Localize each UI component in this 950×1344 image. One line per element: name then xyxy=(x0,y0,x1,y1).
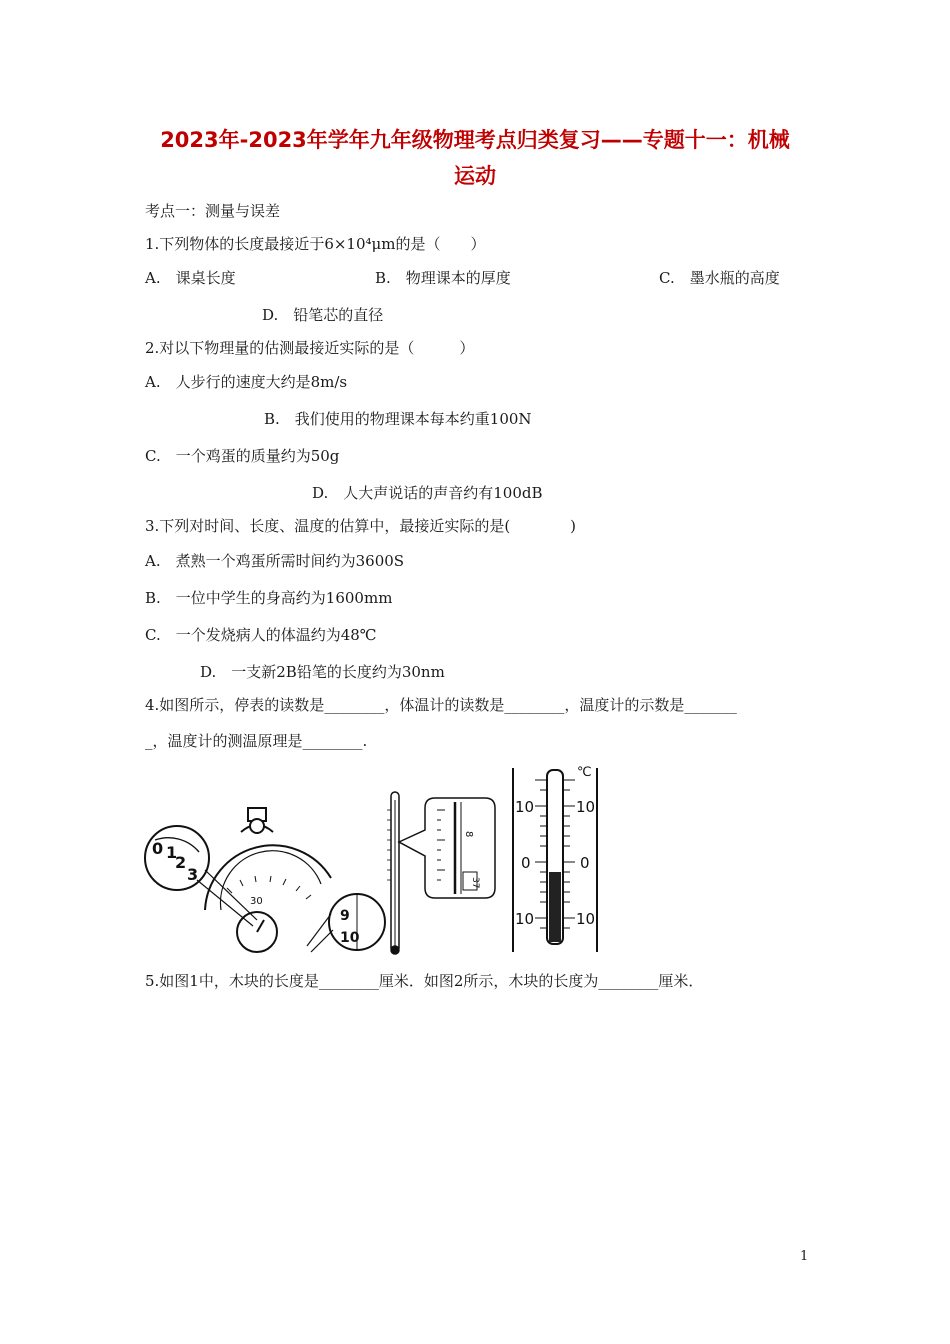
stopwatch-inner-digit-10: 10 xyxy=(340,930,360,946)
q1-option-a: A. 课桌长度 xyxy=(145,269,236,287)
stopwatch-digit-3: 3 xyxy=(187,865,199,884)
doc-title-line1: 2023年-2023年学年九年级物理考点归类复习——专题十一：机械 xyxy=(160,128,790,152)
thermometer-label-right-10-top: 10 xyxy=(576,798,596,816)
q1-option-d: D. 铅笔芯的直径 xyxy=(262,306,384,324)
stopwatch-inner-digit-9: 9 xyxy=(340,908,350,924)
callout-mark-8: 8 xyxy=(463,831,474,838)
q5-line1: 5.如图1中，木块的长度是________厘米．如图2所示，木块的长度为________厘米． xyxy=(145,972,704,990)
q2-option-b: B. 我们使用的物理课本每本约重100N xyxy=(264,410,532,428)
q4-line2: _，温度计的测温原理是________. xyxy=(145,732,368,750)
section-heading: 考点一：测量与误差 xyxy=(145,202,281,220)
doc-title-line2: 运动 xyxy=(454,164,496,188)
q2-option-a: A. 人步行的速度大约是8m/s xyxy=(145,373,348,391)
page-number: 1 xyxy=(800,1249,809,1264)
q4-line1: 4.如图所示，停表的读数是________，体温计的读数是________，温度计的示数是_______ xyxy=(145,696,737,714)
q3-option-c: C. 一个发烧病人的体温约为48℃ xyxy=(145,626,377,644)
q1-stem: 1.下列物体的长度最接近于6×10⁴μm的是（ ） xyxy=(145,235,486,253)
q1-option-c: C. 墨水瓶的高度 xyxy=(659,269,780,287)
clinical-thermometer xyxy=(391,792,399,954)
stopwatch xyxy=(205,808,331,952)
q2-option-c: C. 一个鸡蛋的质量约为50g xyxy=(145,447,340,465)
q4-figure xyxy=(135,760,615,960)
callout-reading: 37 xyxy=(470,877,480,889)
stopwatch-digit-0: 0 xyxy=(152,839,164,858)
q1-option-b: B. 物理课本的厚度 xyxy=(375,269,511,287)
stopwatch-digit-1: 1 xyxy=(166,843,178,862)
q3-stem: 3.下列对时间、长度、温度的估算中，最接近实际的是( ) xyxy=(145,517,577,535)
q3-option-b: B. 一位中学生的身高约为1600mm xyxy=(145,589,393,607)
thermometer-label-right-0: 0 xyxy=(580,854,590,872)
stopwatch-digit-2: 2 xyxy=(175,853,187,872)
thermometer-label-left-10-top: 10 xyxy=(515,798,535,816)
q2-stem: 2.对以下物理量的估测最接近实际的是（ ） xyxy=(145,339,475,357)
q3-option-a: A. 煮熟一个鸡蛋所需时间约为3600S xyxy=(145,552,405,570)
thermometer-label-left-10-bottom: 10 xyxy=(515,910,535,928)
stopwatch-ticks xyxy=(227,876,311,899)
thermometer-liquid xyxy=(549,872,561,942)
thermometer-label-right-10-bottom: 10 xyxy=(576,910,596,928)
stopwatch-minute-label: 30 xyxy=(250,896,263,907)
thermometer-label-left-0: 0 xyxy=(521,854,531,872)
q3-option-d: D. 一支新2B铅笔的长度约为30nm xyxy=(200,663,445,681)
thermometer-unit: ℃ xyxy=(577,765,592,780)
q2-option-d: D. 人大声说话的声音约有100dB xyxy=(312,484,543,502)
